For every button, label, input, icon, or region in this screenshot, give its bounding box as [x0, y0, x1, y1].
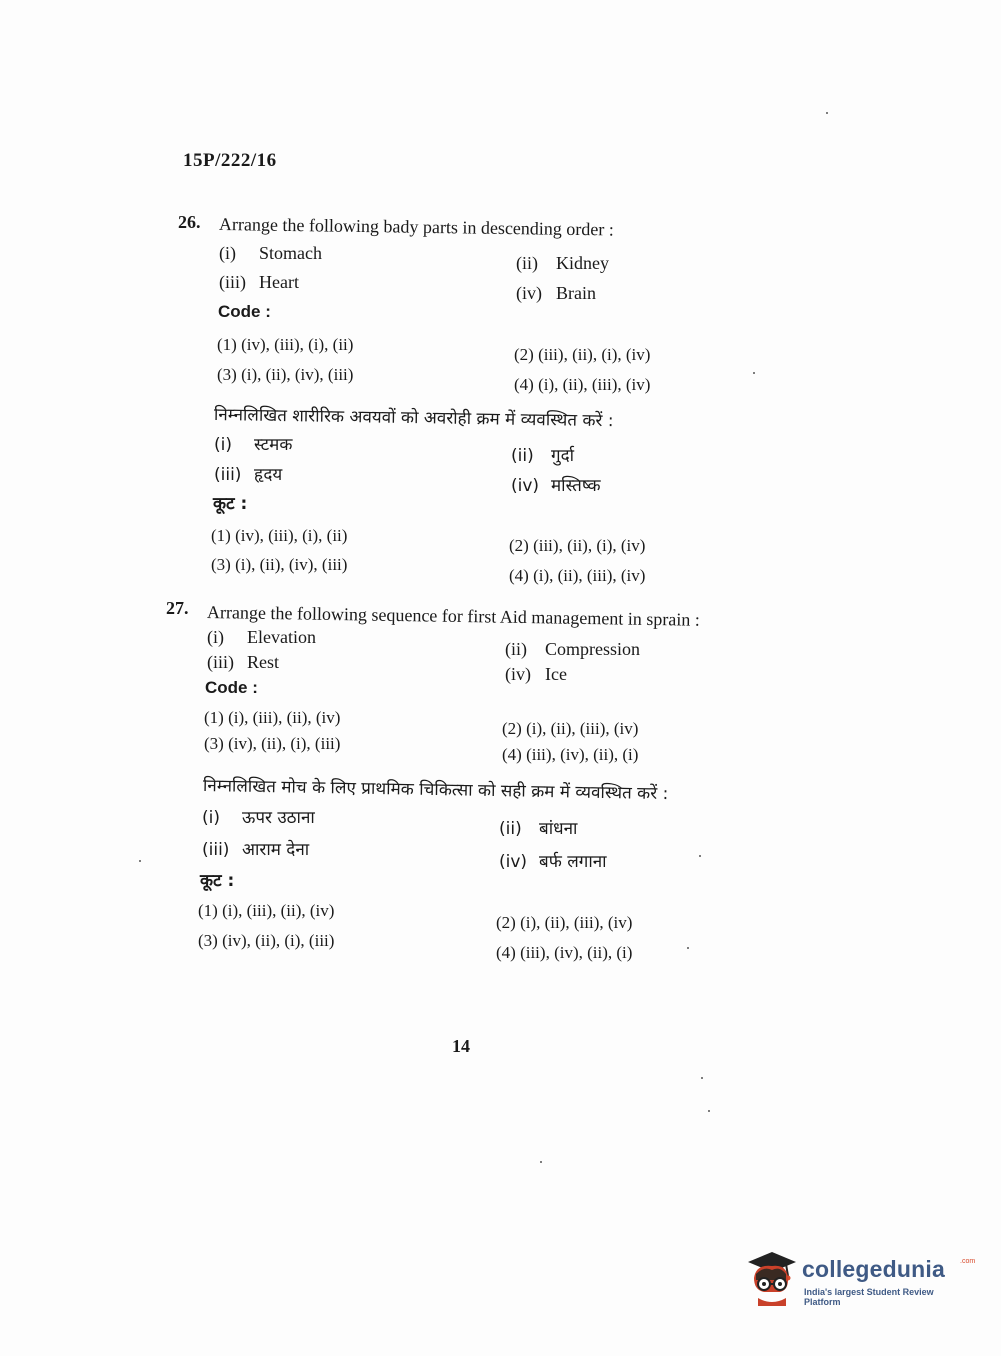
q26-option-1: (1) (iv), (iii), (i), (ii) — [217, 335, 354, 354]
collegedunia-watermark — [742, 1248, 976, 1318]
q27-hindi-item-ii: (ii) बांधना — [499, 819, 578, 839]
q26-item-iv: (iv) Brain — [516, 283, 596, 303]
q27-item-i: (i) Elevation — [207, 627, 316, 647]
q27-hindi-text: निम्नलिखित मोच के लिए प्राथमिक चिकित्सा को सही क्रम में व्यवस्थित करें : — [202, 776, 669, 805]
q27-option-2: (2) (i), (ii), (iii), (iv) — [502, 719, 639, 738]
question-27-number: 27. — [166, 598, 189, 618]
q26-hindi-option-4: (4) (i), (ii), (iii), (iv) — [509, 566, 646, 585]
question-26-text: Arrange the following bady parts in descending order : — [218, 214, 614, 240]
q27-item-iv: (iv) Ice — [505, 664, 567, 684]
scan-speck — [687, 947, 689, 949]
question-27-text: Arrange the following sequence for first Aid management in sprain : — [206, 602, 700, 630]
scan-speck — [708, 1110, 710, 1112]
q26-hindi-option-3: (3) (i), (ii), (iv), (iii) — [211, 555, 348, 574]
q26-item-ii: (ii) Kidney — [516, 253, 609, 273]
q26-option-4: (4) (i), (ii), (iii), (iv) — [514, 375, 651, 394]
q26-hindi-item-iv: (iv) मस्तिष्क — [511, 476, 601, 496]
paper-code: 15P/222/16 — [183, 150, 277, 171]
page-number: 14 — [452, 1036, 470, 1056]
q27-option-3: (3) (iv), (ii), (i), (iii) — [204, 734, 341, 753]
q26-option-2: (2) (iii), (ii), (i), (iv) — [514, 345, 651, 364]
q26-code-label: Code : — [218, 302, 271, 321]
q27-code-label: Code : — [205, 678, 258, 697]
scan-speck — [139, 860, 141, 862]
brand-tagline: India's largest Student Review Platform — [804, 1287, 934, 1307]
scan-speck — [701, 1077, 703, 1079]
q26-hindi-item-i: (i) स्टमक — [214, 435, 293, 455]
question-26-number: 26. — [178, 212, 201, 232]
q27-hindi-item-i: (i) ऊपर उठाना — [202, 808, 315, 828]
mascot-icon — [742, 1248, 802, 1310]
q27-item-iii: (iii) Rest — [207, 652, 280, 672]
q27-option-1: (1) (i), (iii), (ii), (iv) — [204, 708, 341, 727]
q27-hindi-option-4: (4) (iii), (iv), (ii), (i) — [496, 943, 633, 962]
q26-hindi-option-1: (1) (iv), (iii), (i), (ii) — [211, 526, 348, 545]
q27-hindi-option-2: (2) (i), (ii), (iii), (iv) — [496, 913, 633, 932]
q26-hindi-code-label: कूट : — [213, 494, 248, 514]
q27-option-4: (4) (iii), (iv), (ii), (i) — [502, 745, 639, 764]
q27-item-ii: (ii) Compression — [505, 639, 641, 659]
brand-tld: .com — [960, 1258, 976, 1265]
q26-hindi-item-iii: (iii) हृदय — [214, 465, 283, 485]
q26-hindi-option-2: (2) (iii), (ii), (i), (iv) — [509, 536, 646, 555]
q26-option-3: (3) (i), (ii), (iv), (iii) — [217, 365, 354, 384]
q27-hindi-item-iv: (iv) बर्फ लगाना — [499, 852, 607, 872]
q26-hindi-text: निम्नलिखित शारीरिक अवयवों को अवरोही क्रम में व्यवस्थित करें : — [213, 405, 614, 432]
scan-speck — [753, 372, 755, 374]
q27-hindi-option-1: (1) (i), (iii), (ii), (iv) — [198, 901, 335, 920]
q26-hindi-item-ii: (ii) गुर्दा — [511, 446, 575, 466]
scan-speck — [699, 855, 701, 857]
brand-name: collegedunia — [802, 1256, 945, 1282]
q27-hindi-code-label: कूट : — [200, 871, 235, 891]
q27-hindi-option-3: (3) (iv), (ii), (i), (iii) — [198, 931, 335, 950]
scan-speck — [826, 112, 828, 114]
q26-item-iii: (iii) Heart — [219, 272, 299, 292]
q26-item-i: (i) Stomach — [219, 243, 322, 263]
scan-speck — [540, 1161, 542, 1163]
q27-hindi-item-iii: (iii) आराम देना — [202, 840, 310, 860]
